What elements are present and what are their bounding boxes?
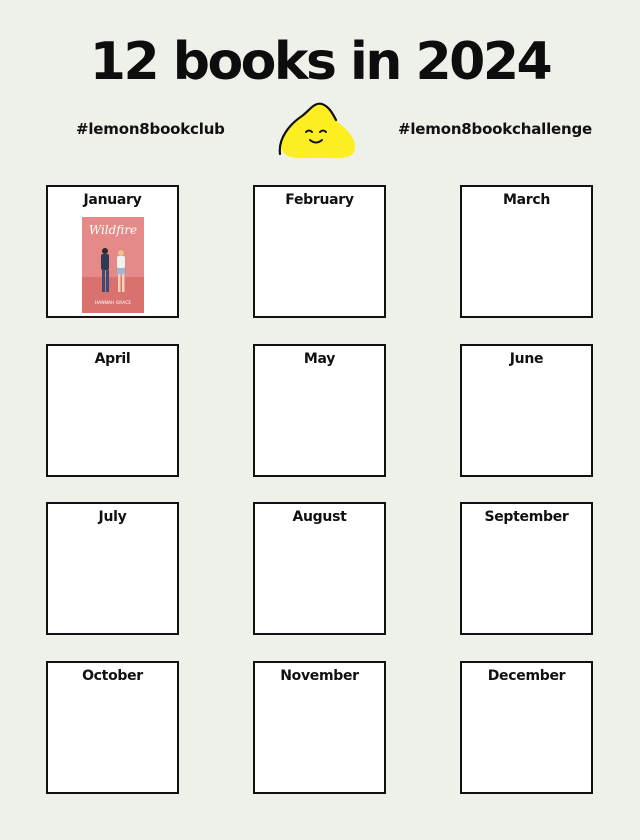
month-box-march[interactable]: [460, 185, 593, 318]
month-label: March: [502, 192, 551, 208]
hashtag-bookclub: #lemon8bookclub: [76, 120, 225, 138]
month-box-january[interactable]: [46, 185, 179, 318]
page-title: 12 books in 2024: [89, 32, 551, 92]
month-box-october[interactable]: [46, 661, 179, 794]
month-label: April: [94, 351, 131, 367]
month-box-february[interactable]: [253, 185, 386, 318]
month-box-august[interactable]: [253, 502, 386, 635]
month-label: February: [285, 192, 354, 208]
lemon-mascot-icon: [276, 100, 360, 162]
hashtag-bookchallenge: #lemon8bookchallenge: [398, 120, 592, 138]
month-box-september[interactable]: [460, 502, 593, 635]
month-label: July: [98, 509, 127, 525]
book-cover-image: [82, 217, 144, 313]
month-box-december[interactable]: [460, 661, 593, 794]
month-label: May: [303, 351, 336, 367]
month-box-may[interactable]: [253, 344, 386, 477]
month-box-november[interactable]: [253, 661, 386, 794]
month-label: October: [82, 668, 143, 684]
month-box-july[interactable]: [46, 502, 179, 635]
month-label: December: [487, 668, 566, 684]
cover-author: HANNAH GRACE: [94, 301, 132, 306]
month-label: August: [292, 509, 347, 525]
cover-title: Wildfire: [88, 223, 138, 237]
month-label: June: [509, 351, 544, 367]
month-box-april[interactable]: [46, 344, 179, 477]
month-label: November: [280, 668, 359, 684]
month-box-june[interactable]: [460, 344, 593, 477]
month-label: January: [83, 192, 142, 208]
month-label: September: [484, 509, 569, 525]
